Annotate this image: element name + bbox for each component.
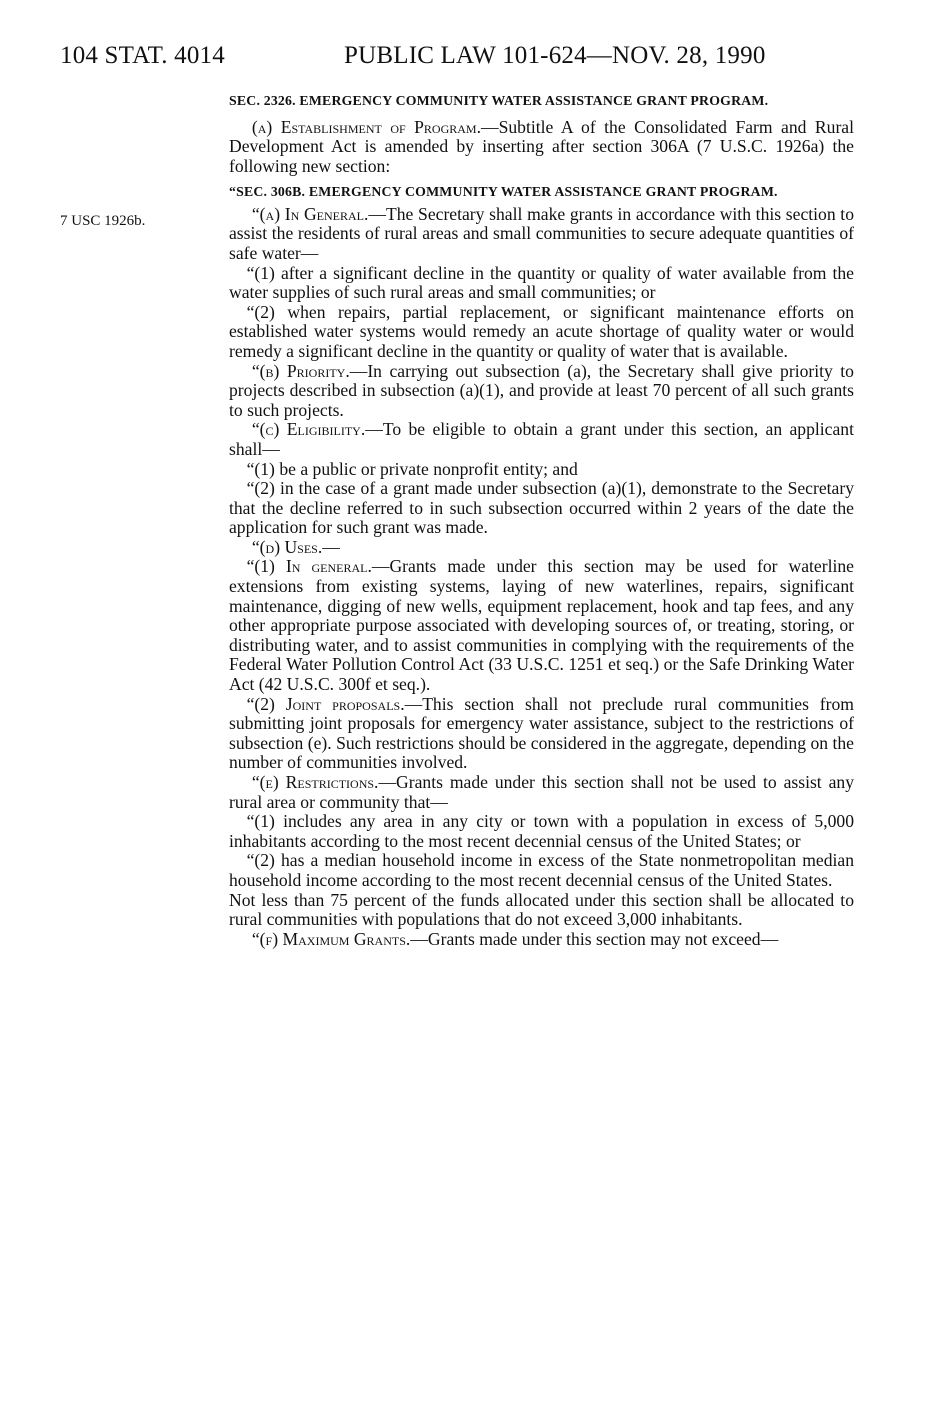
- list-item-uses-general: [229, 557, 854, 694]
- heading-maximum-grants: “(f) Maximum Grants.: [251, 928, 411, 949]
- heading-eligibility: “(c) Eligibility.: [251, 419, 366, 440]
- joint-proposals-text: —This section shall not preclude rural communities from submitting joint proposals for emergency water assistance, subject to the restrictions of subsection (e). Such restrictions should be considered in the aggregate, depending on the number of communities involved.: [229, 693, 854, 773]
- paragraph-establishment: [229, 118, 854, 177]
- heading-establishment: (a) Establishment of Program.: [251, 116, 481, 137]
- establishment-text: —Subtitle A of the Consolidated Farm and Rural Development Act is amended by inserting after section 306A (7 U.S.C. 1926a) the following new section:: [229, 116, 855, 176]
- uses-general-text: —Grants made under this section may be used for waterline extensions from existing systems, laying of new waterlines, repairs, significant maintenance, digging of new wells, equipment replacement, hook and tap fees, and any other appropriate purpose associated with developing sources of, or treating, storing, or distributing water, and to assist communities in complying with the requirements of the Federal Water Pollution Control Act (33 U.S.C. 1251 et seq.) or the Safe Drinking Water Act (42 U.S.C. 300f et seq.).: [229, 556, 854, 695]
- heading-in-general: “(a) In General.: [251, 203, 369, 224]
- in-general-text: —The Secretary shall make grants in accordance with this section to assist the residents of rural areas and small communities to secure adequate quantities of safe water—: [229, 203, 854, 263]
- list-item: “(2) in the case of a grant made under subsection (a)(1), demonstrate to the Secretary that the decline referred to in such subsection occurred within 2 years of the date the application for such grant was made.: [229, 478, 854, 538]
- margin-citation: 7 USC 1926b.: [60, 213, 146, 229]
- heading-uses-general: “(1) In general.: [246, 556, 372, 577]
- list-item-joint-proposals: [229, 695, 854, 773]
- restrictions-closing: Not less than 75 percent of the funds allocated under this section shall be allocated to rural communities with populations that do not exceed 3,000 inhabitants.: [229, 889, 854, 930]
- heading-restrictions: “(e) Restrictions.: [251, 772, 379, 792]
- list-item: “(2) has a median household income in excess of the State nonmetropolitan median household income according to the most recent decennial census of the United States.: [229, 850, 854, 890]
- paragraph-restrictions: [229, 773, 854, 812]
- list-item: “(1) be a public or private nonprofit entity; and: [246, 458, 578, 479]
- page-header-title: PUBLIC LAW 101-624—NOV. 28, 1990: [344, 42, 766, 69]
- list-item: “(1) includes any area in any city or town with a population in excess of 5,000 inhabitants according to the most recent decennial census of the United States; or: [229, 811, 854, 851]
- paragraph-maximum-grants: [229, 930, 854, 950]
- priority-text: —In carrying out subsection (a), the Secretary shall give priority to projects described in subsection (a)(1), and provide at least 70 percent of all such grants to such projects.: [229, 360, 854, 420]
- new-section-heading: “SEC. 306B. EMERGENCY COMMUNITY WATER ASSISTANCE GRANT PROGRAM.: [229, 184, 778, 200]
- paragraph-uses: [229, 538, 854, 558]
- heading-priority: “(b) Priority.: [251, 360, 350, 381]
- document-body: [229, 92, 854, 949]
- section-heading: SEC. 2326. EMERGENCY COMMUNITY WATER ASSISTANCE GRANT PROGRAM.: [229, 93, 769, 108]
- heading-joint-proposals: “(2) Joint proposals.: [246, 693, 405, 714]
- heading-uses: “(d) Uses.: [251, 536, 323, 557]
- paragraph-priority: [229, 362, 854, 421]
- page-stat-reference: 104 STAT. 4014: [60, 42, 225, 69]
- restrictions-text: —Grants made under this section shall not be used to assist any rural area or community that—: [229, 772, 854, 812]
- uses-dash: —: [322, 536, 340, 557]
- paragraph-in-general: [229, 205, 854, 264]
- list-item: “(2) when repairs, partial replacement, or significant maintenance efforts on established water systems would remedy an acute shortage of quality water or would remedy a significant decline in the quantity or quality of water that is available.: [229, 301, 854, 361]
- list-item: “(1) after a significant decline in the quantity or quality of water available from the water supplies of such rural areas and small communities; or: [229, 262, 854, 303]
- maximum-grants-text: —Grants made under this section may not exceed—: [410, 928, 779, 949]
- eligibility-text: —To be eligible to obtain a grant under this section, an applicant shall—: [229, 419, 854, 459]
- paragraph-eligibility: [229, 420, 854, 459]
